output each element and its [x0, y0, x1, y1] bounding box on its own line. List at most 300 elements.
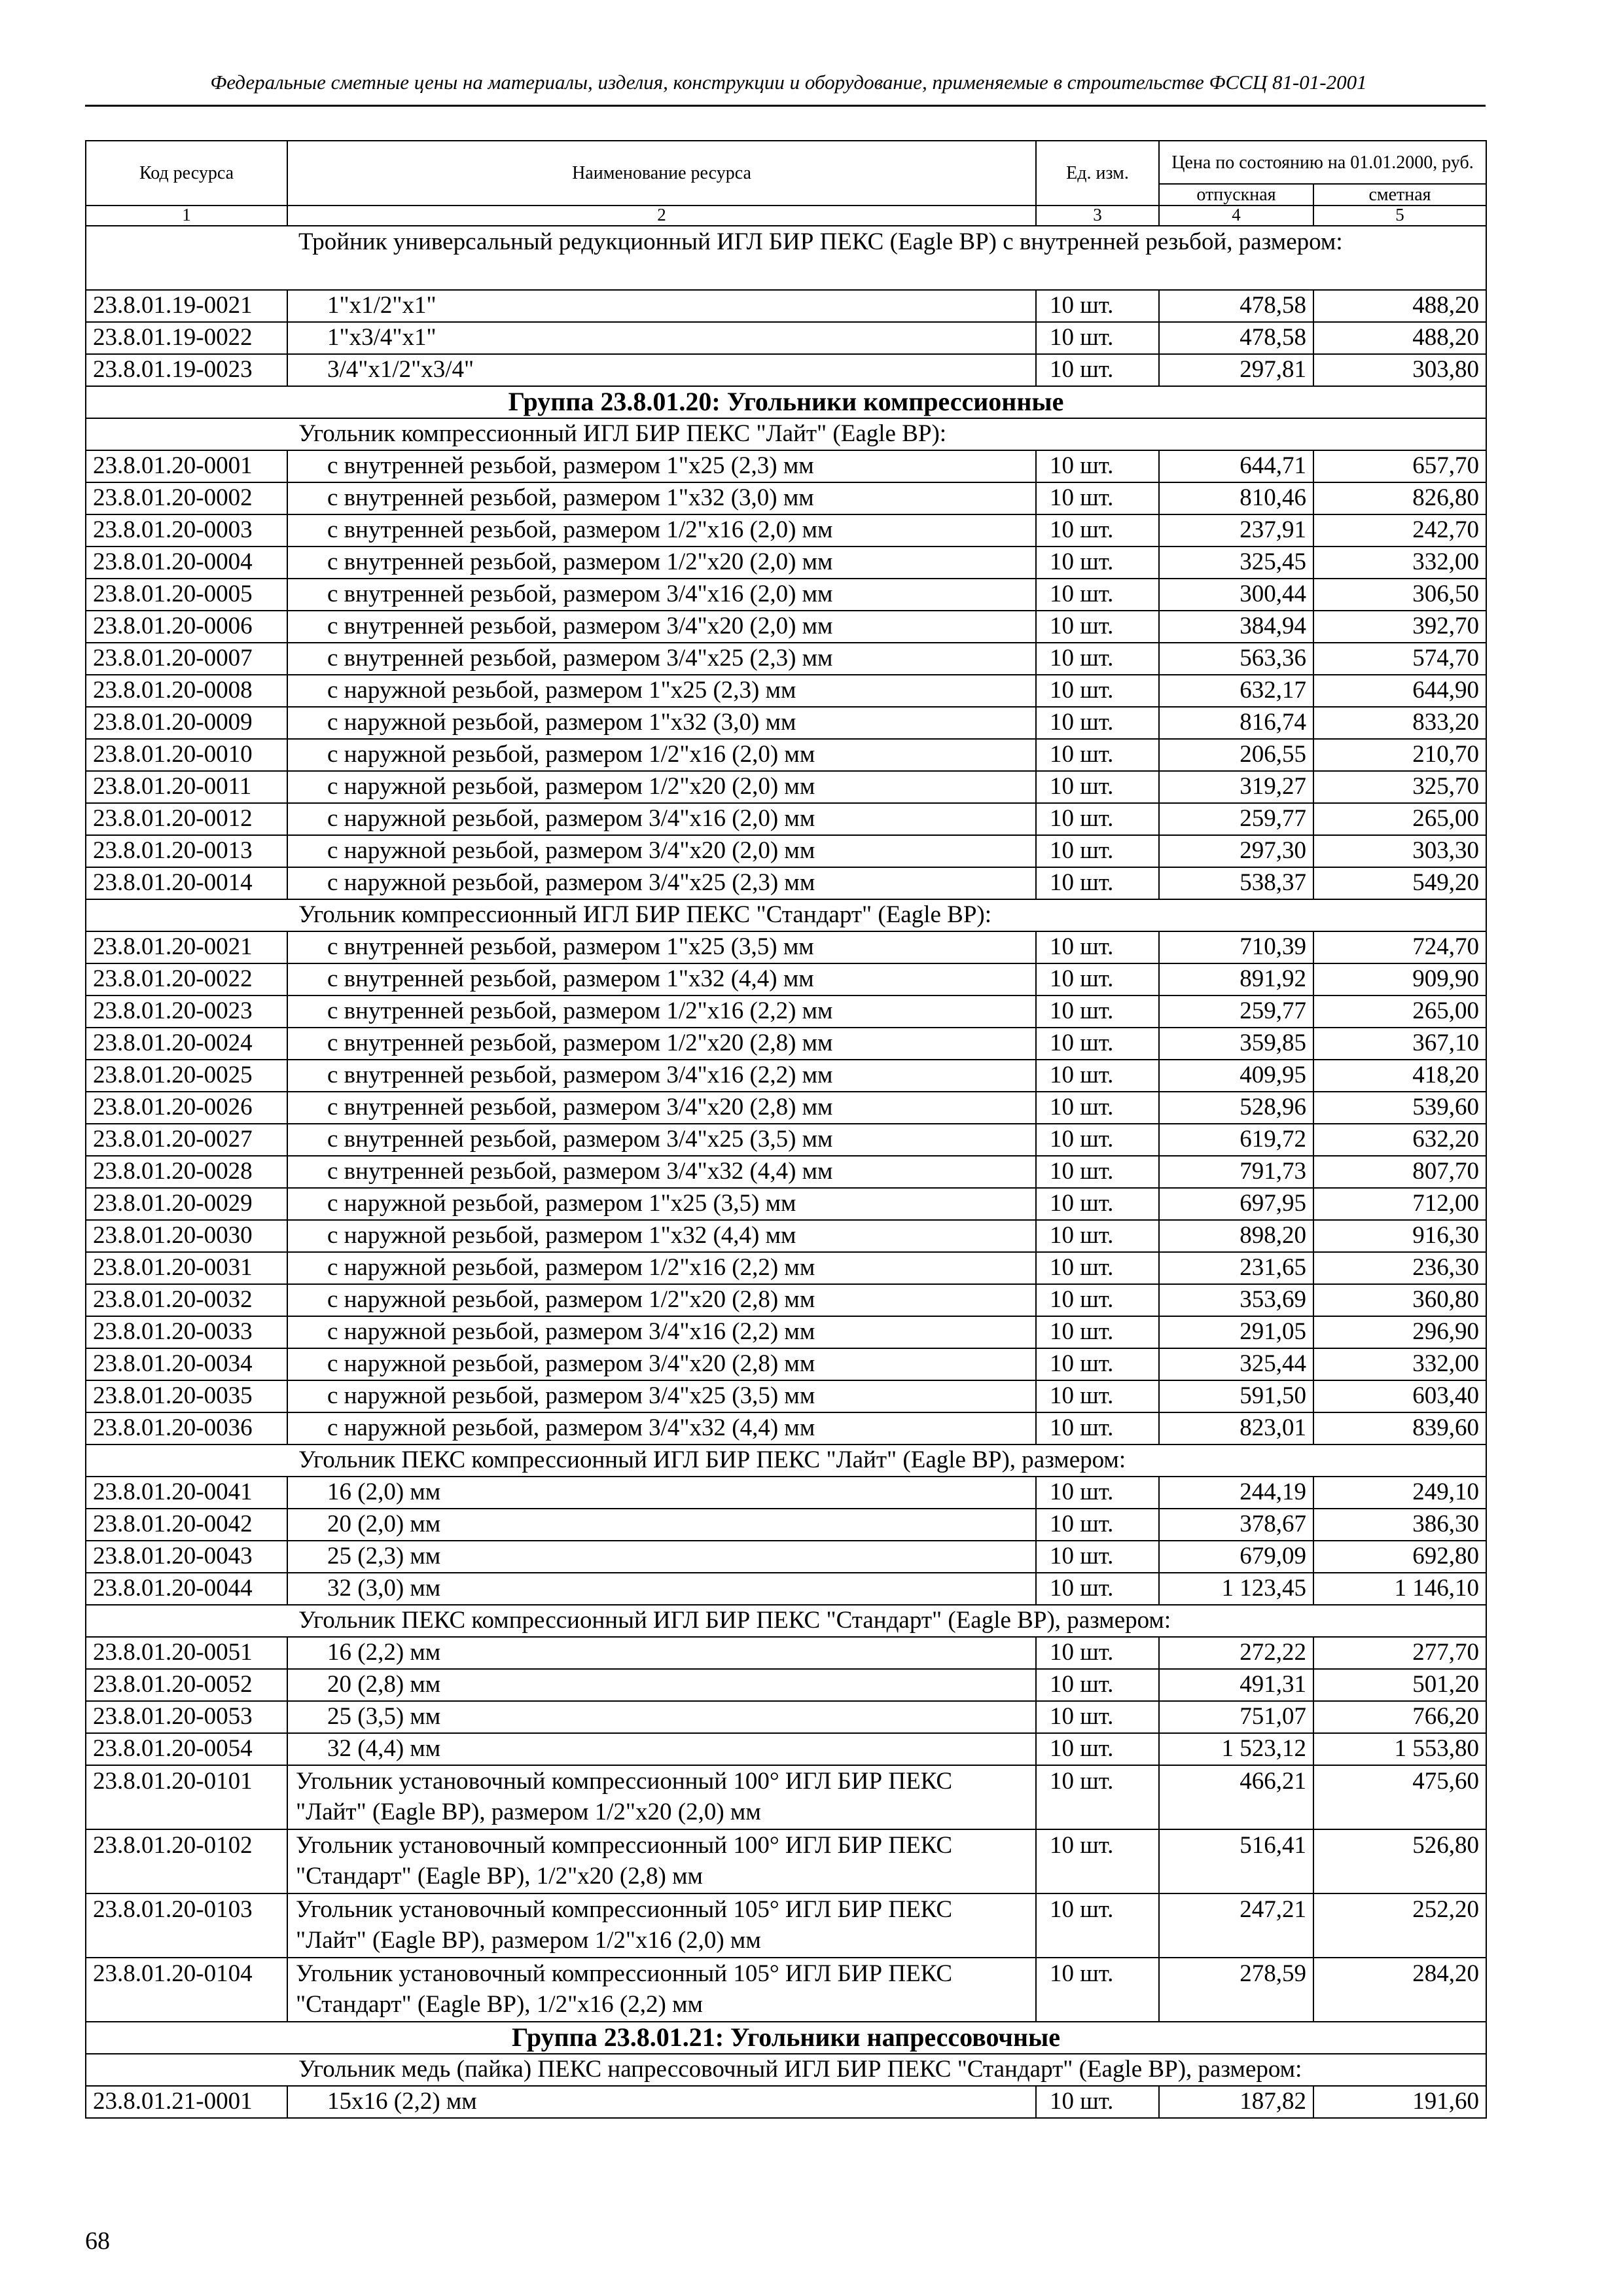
resource-code: 23.8.01.20-0014: [86, 867, 287, 899]
group-heading-row: [86, 2022, 1486, 2054]
resource-name: с внутренней резьбой, размером 1/2"x20 (2,0) мм: [287, 547, 1036, 579]
table-row: [86, 514, 1486, 547]
resource-name: с наружной резьбой, размером 3/4"x20 (2,8) мм: [287, 1348, 1036, 1380]
resource-name: с внутренней резьбой, размером 3/4"x20 (2,0) мм: [287, 611, 1036, 643]
unit-cell: 10 шт.: [1036, 771, 1159, 803]
subheading-text: Тройник универсальный редукционный ИГЛ БИР ПЕКС (Eagle BP) с внутренней резьбой, размером:: [86, 226, 1486, 290]
unit-cell: 10 шт.: [1036, 1541, 1159, 1573]
table-row: [86, 803, 1486, 835]
estimate-price: 475,60: [1313, 1765, 1486, 1829]
estimate-price: 574,70: [1313, 643, 1486, 675]
table-row: [86, 1733, 1486, 1765]
resource-name: с наружной резьбой, размером 1/2"x16 (2,0) мм: [287, 739, 1036, 771]
release-price: 259,77: [1159, 996, 1313, 1028]
table-row: [86, 835, 1486, 867]
table-row: [86, 1348, 1486, 1380]
unit-cell: 10 шт.: [1036, 1412, 1159, 1444]
estimate-price: 367,10: [1313, 1028, 1486, 1060]
resource-name: с внутренней резьбой, размером 1"x32 (3,0) мм: [287, 482, 1036, 514]
resource-code: 23.8.01.21-0001: [86, 2086, 287, 2118]
table-row: [86, 1412, 1486, 1444]
table-row: [86, 1765, 1486, 1829]
estimate-price: 284,20: [1313, 1958, 1486, 2022]
col-number: 2: [287, 206, 1036, 226]
release-price: 491,31: [1159, 1669, 1313, 1701]
resource-code: 23.8.01.20-0053: [86, 1701, 287, 1733]
resource-name: Угольник установочный компрессионный 100° ИГЛ БИР ПЕКС "Лайт" (Eagle BP), размером 1/2"x20 (2,0) мм: [287, 1765, 1036, 1829]
unit-cell: 10 шт.: [1036, 707, 1159, 739]
price-table: [85, 140, 1487, 2119]
resource-code: 23.8.01.20-0036: [86, 1412, 287, 1444]
estimate-price: 488,20: [1313, 322, 1486, 354]
resource-name: с внутренней резьбой, размером 3/4"x25 (2,3) мм: [287, 643, 1036, 675]
release-price: 478,58: [1159, 290, 1313, 322]
subheading-row: [86, 1444, 1486, 1477]
table-row: [86, 579, 1486, 611]
resource-code: 23.8.01.20-0030: [86, 1220, 287, 1252]
table-row: [86, 996, 1486, 1028]
unit-cell: 10 шт.: [1036, 1765, 1159, 1829]
resource-name: Угольник установочный компрессионный 105° ИГЛ БИР ПЕКС "Стандарт" (Eagle BP), 1/2"x16 (2,2) мм: [287, 1958, 1036, 2022]
subheading-text: Угольник ПЕКС компрессионный ИГЛ БИР ПЕКС "Лайт" (Eagle BP), размером:: [86, 1444, 1486, 1477]
table-row: [86, 1829, 1486, 1893]
table-row: [86, 1380, 1486, 1412]
resource-code: 23.8.01.19-0023: [86, 354, 287, 386]
table-row: [86, 1156, 1486, 1188]
resource-code: 23.8.01.20-0041: [86, 1477, 287, 1509]
resource-code: 23.8.01.20-0001: [86, 450, 287, 482]
resource-name: с наружной резьбой, размером 1"x25 (2,3) мм: [287, 675, 1036, 707]
estimate-price: 332,00: [1313, 1348, 1486, 1380]
release-price: 291,05: [1159, 1316, 1313, 1348]
estimate-price: 526,80: [1313, 1829, 1486, 1893]
unit-cell: 10 шт.: [1036, 963, 1159, 996]
unit-cell: 10 шт.: [1036, 739, 1159, 771]
unit-cell: 10 шт.: [1036, 2086, 1159, 2118]
unit-cell: 10 шт.: [1036, 835, 1159, 867]
release-price: 538,37: [1159, 867, 1313, 899]
resource-name: 20 (2,8) мм: [287, 1669, 1036, 1701]
unit-cell: 10 шт.: [1036, 1092, 1159, 1124]
table-row: [86, 547, 1486, 579]
resource-code: 23.8.01.20-0103: [86, 1893, 287, 1958]
estimate-price: 1 146,10: [1313, 1573, 1486, 1605]
resource-name: с наружной резьбой, размером 1"x25 (3,5) мм: [287, 1188, 1036, 1220]
resource-name: с внутренней резьбой, размером 1"x25 (3,5) мм: [287, 931, 1036, 963]
release-price: 516,41: [1159, 1829, 1313, 1893]
resource-name: с внутренней резьбой, размером 1/2"x20 (2,8) мм: [287, 1028, 1036, 1060]
group-heading-text: Группа 23.8.01.20: Угольники компрессионные: [86, 386, 1486, 418]
estimate-price: 839,60: [1313, 1412, 1486, 1444]
resource-code: 23.8.01.20-0022: [86, 963, 287, 996]
release-price: 300,44: [1159, 579, 1313, 611]
estimate-price: 644,90: [1313, 675, 1486, 707]
resource-name: с внутренней резьбой, размером 3/4"x32 (4,4) мм: [287, 1156, 1036, 1188]
unit-cell: 10 шт.: [1036, 996, 1159, 1028]
column-numbers-row: [86, 206, 1486, 226]
table-row: [86, 322, 1486, 354]
release-price: 810,46: [1159, 482, 1313, 514]
table-row: [86, 290, 1486, 322]
table-row: [86, 1958, 1486, 2022]
estimate-price: 392,70: [1313, 611, 1486, 643]
unit-cell: 10 шт.: [1036, 803, 1159, 835]
unit-cell: 10 шт.: [1036, 1060, 1159, 1092]
resource-code: 23.8.01.20-0011: [86, 771, 287, 803]
resource-name: с наружной резьбой, размером 3/4"x16 (2,0) мм: [287, 803, 1036, 835]
estimate-price: 692,80: [1313, 1541, 1486, 1573]
resource-code: 23.8.01.19-0022: [86, 322, 287, 354]
unit-cell: 10 шт.: [1036, 1156, 1159, 1188]
table-row: [86, 1509, 1486, 1541]
resource-name: с внутренней резьбой, размером 3/4"x20 (2,8) мм: [287, 1092, 1036, 1124]
resource-name: с внутренней резьбой, размером 3/4"x25 (3,5) мм: [287, 1124, 1036, 1156]
unit-cell: 10 шт.: [1036, 1733, 1159, 1765]
unit-cell: 10 шт.: [1036, 322, 1159, 354]
subheading-row: [86, 418, 1486, 450]
table-row: [86, 1573, 1486, 1605]
subheading-row: [86, 2054, 1486, 2086]
estimate-price: 325,70: [1313, 771, 1486, 803]
table-row: [86, 354, 1486, 386]
group-heading-row: [86, 386, 1486, 418]
table-row: [86, 2086, 1486, 2118]
resource-code: 23.8.01.20-0044: [86, 1573, 287, 1605]
unit-cell: 10 шт.: [1036, 290, 1159, 322]
resource-code: 23.8.01.20-0003: [86, 514, 287, 547]
estimate-price: 1 553,80: [1313, 1733, 1486, 1765]
estimate-price: 191,60: [1313, 2086, 1486, 2118]
table-row: [86, 1669, 1486, 1701]
page-header: Федеральные сметные цены на материалы, изделия, конструкции и оборудование, применяемые в строительстве ФССЦ 81-01-2001: [210, 71, 1367, 94]
resource-name: 32 (3,0) мм: [287, 1573, 1036, 1605]
estimate-price: 766,20: [1313, 1701, 1486, 1733]
subheading-row: [86, 899, 1486, 931]
estimate-price: 332,00: [1313, 547, 1486, 579]
release-price: 679,09: [1159, 1541, 1313, 1573]
resource-name: с наружной резьбой, размером 1/2"x20 (2,8) мм: [287, 1284, 1036, 1316]
unit-cell: 10 шт.: [1036, 1477, 1159, 1509]
unit-cell: 10 шт.: [1036, 1701, 1159, 1733]
table-row: [86, 1028, 1486, 1060]
resource-name: 3/4"x1/2"x3/4": [287, 354, 1036, 386]
resource-name: 1"x1/2"x1": [287, 290, 1036, 322]
unit-cell: 10 шт.: [1036, 1252, 1159, 1284]
resource-code: 23.8.01.20-0054: [86, 1733, 287, 1765]
group-heading-text: Группа 23.8.01.21: Угольники напрессовочные: [86, 2022, 1486, 2054]
estimate-price: 210,70: [1313, 739, 1486, 771]
unit-cell: 10 шт.: [1036, 1829, 1159, 1893]
estimate-price: 539,60: [1313, 1092, 1486, 1124]
release-price: 816,74: [1159, 707, 1313, 739]
release-price: 1 123,45: [1159, 1573, 1313, 1605]
unit-cell: 10 шт.: [1036, 482, 1159, 514]
resource-code: 23.8.01.20-0102: [86, 1829, 287, 1893]
release-price: 325,45: [1159, 547, 1313, 579]
table-row: [86, 1701, 1486, 1733]
unit-cell: 10 шт.: [1036, 1380, 1159, 1412]
resource-code: 23.8.01.20-0034: [86, 1348, 287, 1380]
release-price: 187,82: [1159, 2086, 1313, 2118]
resource-name: с наружной резьбой, размером 1/2"x20 (2,0) мм: [287, 771, 1036, 803]
release-price: 619,72: [1159, 1124, 1313, 1156]
estimate-price: 632,20: [1313, 1124, 1486, 1156]
resource-code: 23.8.01.20-0002: [86, 482, 287, 514]
release-price: 751,07: [1159, 1701, 1313, 1733]
estimate-price: 657,70: [1313, 450, 1486, 482]
resource-code: 23.8.01.20-0031: [86, 1252, 287, 1284]
estimate-price: 252,20: [1313, 1893, 1486, 1958]
col-release-header: отпускная: [1159, 184, 1313, 206]
subheading-text: Угольник компрессионный ИГЛ БИР ПЕКС "Стандарт" (Eagle BP):: [86, 899, 1486, 931]
estimate-price: 549,20: [1313, 867, 1486, 899]
release-price: 632,17: [1159, 675, 1313, 707]
release-price: 297,81: [1159, 354, 1313, 386]
col-number: 5: [1313, 206, 1486, 226]
unit-cell: 10 шт.: [1036, 1284, 1159, 1316]
unit-cell: 10 шт.: [1036, 579, 1159, 611]
table-row: [86, 1477, 1486, 1509]
estimate-price: 833,20: [1313, 707, 1486, 739]
estimate-price: 807,70: [1313, 1156, 1486, 1188]
resource-name: с наружной резьбой, размером 3/4"x32 (4,4) мм: [287, 1412, 1036, 1444]
resource-name: с внутренней резьбой, размером 1"x32 (4,4) мм: [287, 963, 1036, 996]
unit-cell: 10 шт.: [1036, 675, 1159, 707]
resource-code: 23.8.01.20-0023: [86, 996, 287, 1028]
table-row: [86, 1060, 1486, 1092]
release-price: 466,21: [1159, 1765, 1313, 1829]
unit-cell: 10 шт.: [1036, 1220, 1159, 1252]
estimate-price: 909,90: [1313, 963, 1486, 996]
resource-name: с внутренней резьбой, размером 1/2"x16 (2,2) мм: [287, 996, 1036, 1028]
table-row: [86, 1893, 1486, 1958]
resource-name: 32 (4,4) мм: [287, 1733, 1036, 1765]
resource-code: 23.8.01.20-0024: [86, 1028, 287, 1060]
release-price: 247,21: [1159, 1893, 1313, 1958]
release-price: 353,69: [1159, 1284, 1313, 1316]
table-row: [86, 771, 1486, 803]
release-price: 237,91: [1159, 514, 1313, 547]
col-code-header: Код ресурса: [86, 141, 287, 206]
table-row: [86, 643, 1486, 675]
estimate-price: 501,20: [1313, 1669, 1486, 1701]
col-estimate-header: сметная: [1313, 184, 1486, 206]
release-price: 697,95: [1159, 1188, 1313, 1220]
unit-cell: 10 шт.: [1036, 1028, 1159, 1060]
table-row: [86, 1252, 1486, 1284]
resource-code: 23.8.01.20-0006: [86, 611, 287, 643]
resource-code: 23.8.01.20-0033: [86, 1316, 287, 1348]
resource-name: с внутренней резьбой, размером 1"x25 (2,3) мм: [287, 450, 1036, 482]
resource-name: с наружной резьбой, размером 3/4"x16 (2,2) мм: [287, 1316, 1036, 1348]
table-row: [86, 739, 1486, 771]
resource-name: с внутренней резьбой, размером 3/4"x16 (2,0) мм: [287, 579, 1036, 611]
resource-code: 23.8.01.19-0021: [86, 290, 287, 322]
unit-cell: 10 шт.: [1036, 354, 1159, 386]
estimate-price: 603,40: [1313, 1380, 1486, 1412]
table-row: [86, 1316, 1486, 1348]
table-row: [86, 675, 1486, 707]
release-price: 278,59: [1159, 1958, 1313, 2022]
table-row: [86, 611, 1486, 643]
table-row: [86, 931, 1486, 963]
release-price: 384,94: [1159, 611, 1313, 643]
estimate-price: 265,00: [1313, 803, 1486, 835]
estimate-price: 303,80: [1313, 354, 1486, 386]
resource-code: 23.8.01.20-0025: [86, 1060, 287, 1092]
table-row: [86, 1637, 1486, 1669]
header-divider: [85, 105, 1486, 107]
unit-cell: 10 шт.: [1036, 1124, 1159, 1156]
unit-cell: 10 шт.: [1036, 1316, 1159, 1348]
subheading-text: Угольник медь (пайка) ПЕКС напрессовочный ИГЛ БИР ПЕКС "Стандарт" (Eagle BP), размером:: [86, 2054, 1486, 2086]
release-price: 891,92: [1159, 963, 1313, 996]
unit-cell: 10 шт.: [1036, 1669, 1159, 1701]
resource-name: 20 (2,0) мм: [287, 1509, 1036, 1541]
unit-cell: 10 шт.: [1036, 547, 1159, 579]
release-price: 297,30: [1159, 835, 1313, 867]
resource-code: 23.8.01.20-0007: [86, 643, 287, 675]
unit-cell: 10 шт.: [1036, 514, 1159, 547]
release-price: 644,71: [1159, 450, 1313, 482]
table-row: [86, 482, 1486, 514]
unit-cell: 10 шт.: [1036, 1348, 1159, 1380]
release-price: 325,44: [1159, 1348, 1313, 1380]
page-number: 68: [85, 2227, 110, 2255]
estimate-price: 296,90: [1313, 1316, 1486, 1348]
release-price: 563,36: [1159, 643, 1313, 675]
resource-code: 23.8.01.20-0005: [86, 579, 287, 611]
resource-name: 15x16 (2,2) мм: [287, 2086, 1036, 2118]
subheading-row: [86, 1605, 1486, 1637]
col-unit-header: Ед. изм.: [1036, 141, 1159, 206]
resource-name: 25 (2,3) мм: [287, 1541, 1036, 1573]
resource-name: с наружной резьбой, размером 1"x32 (4,4) мм: [287, 1220, 1036, 1252]
resource-code: 23.8.01.20-0026: [86, 1092, 287, 1124]
release-price: 528,96: [1159, 1092, 1313, 1124]
table-row: [86, 1188, 1486, 1220]
resource-name: с наружной резьбой, размером 3/4"x25 (2,3) мм: [287, 867, 1036, 899]
release-price: 272,22: [1159, 1637, 1313, 1669]
col-name-header: Наименование ресурса: [287, 141, 1036, 206]
resource-name: с наружной резьбой, размером 1/2"x16 (2,2) мм: [287, 1252, 1036, 1284]
estimate-price: 418,20: [1313, 1060, 1486, 1092]
resource-code: 23.8.01.20-0028: [86, 1156, 287, 1188]
resource-name: 25 (3,5) мм: [287, 1701, 1036, 1733]
resource-code: 23.8.01.20-0010: [86, 739, 287, 771]
resource-code: 23.8.01.20-0009: [86, 707, 287, 739]
estimate-price: 724,70: [1313, 931, 1486, 963]
estimate-price: 242,70: [1313, 514, 1486, 547]
resource-code: 23.8.01.20-0004: [86, 547, 287, 579]
estimate-price: 712,00: [1313, 1188, 1486, 1220]
resource-name: с наружной резьбой, размером 3/4"x25 (3,5) мм: [287, 1380, 1036, 1412]
release-price: 898,20: [1159, 1220, 1313, 1252]
resource-code: 23.8.01.20-0027: [86, 1124, 287, 1156]
estimate-price: 265,00: [1313, 996, 1486, 1028]
col-number: 3: [1036, 206, 1159, 226]
release-price: 409,95: [1159, 1060, 1313, 1092]
unit-cell: 10 шт.: [1036, 1509, 1159, 1541]
resource-code: 23.8.01.20-0013: [86, 835, 287, 867]
release-price: 378,67: [1159, 1509, 1313, 1541]
table-row: [86, 450, 1486, 482]
resource-name: с внутренней резьбой, размером 1/2"x16 (2,0) мм: [287, 514, 1036, 547]
resource-code: 23.8.01.20-0035: [86, 1380, 287, 1412]
unit-cell: 10 шт.: [1036, 1893, 1159, 1958]
resource-name: 1"x3/4"x1": [287, 322, 1036, 354]
resource-name: с наружной резьбой, размером 1"x32 (3,0) мм: [287, 707, 1036, 739]
subheading-text: Угольник ПЕКС компрессионный ИГЛ БИР ПЕКС "Стандарт" (Eagle BP), размером:: [86, 1605, 1486, 1637]
release-price: 791,73: [1159, 1156, 1313, 1188]
resource-name: с внутренней резьбой, размером 3/4"x16 (2,2) мм: [287, 1060, 1036, 1092]
table-row: [86, 1541, 1486, 1573]
estimate-price: 303,30: [1313, 835, 1486, 867]
unit-cell: 10 шт.: [1036, 611, 1159, 643]
table-row: [86, 963, 1486, 996]
table-row: [86, 867, 1486, 899]
unit-cell: 10 шт.: [1036, 450, 1159, 482]
unit-cell: 10 шт.: [1036, 867, 1159, 899]
release-price: 710,39: [1159, 931, 1313, 963]
release-price: 259,77: [1159, 803, 1313, 835]
table-row: [86, 1092, 1486, 1124]
resource-code: 23.8.01.20-0008: [86, 675, 287, 707]
col-number: 1: [86, 206, 287, 226]
release-price: 823,01: [1159, 1412, 1313, 1444]
unit-cell: 10 шт.: [1036, 1637, 1159, 1669]
estimate-price: 306,50: [1313, 579, 1486, 611]
release-price: 1 523,12: [1159, 1733, 1313, 1765]
estimate-price: 386,30: [1313, 1509, 1486, 1541]
resource-name: 16 (2,0) мм: [287, 1477, 1036, 1509]
estimate-price: 236,30: [1313, 1252, 1486, 1284]
release-price: 359,85: [1159, 1028, 1313, 1060]
release-price: 319,27: [1159, 771, 1313, 803]
resource-code: 23.8.01.20-0012: [86, 803, 287, 835]
resource-code: 23.8.01.20-0042: [86, 1509, 287, 1541]
resource-name: Угольник установочный компрессионный 100° ИГЛ БИР ПЕКС "Стандарт" (Eagle BP), 1/2"x20 (2,8) мм: [287, 1829, 1036, 1893]
resource-code: 23.8.01.20-0051: [86, 1637, 287, 1669]
resource-code: 23.8.01.20-0029: [86, 1188, 287, 1220]
unit-cell: 10 шт.: [1036, 1573, 1159, 1605]
col-number: 4: [1159, 206, 1313, 226]
estimate-price: 826,80: [1313, 482, 1486, 514]
resource-code: 23.8.01.20-0043: [86, 1541, 287, 1573]
subheading-row: [86, 226, 1486, 290]
table-row: [86, 1124, 1486, 1156]
estimate-price: 277,70: [1313, 1637, 1486, 1669]
resource-code: 23.8.01.20-0104: [86, 1958, 287, 2022]
resource-code: 23.8.01.20-0021: [86, 931, 287, 963]
estimate-price: 249,10: [1313, 1477, 1486, 1509]
table-row: [86, 707, 1486, 739]
resource-name: 16 (2,2) мм: [287, 1637, 1036, 1669]
table-header: [86, 141, 1486, 226]
estimate-price: 916,30: [1313, 1220, 1486, 1252]
resource-code: 23.8.01.20-0052: [86, 1669, 287, 1701]
release-price: 591,50: [1159, 1380, 1313, 1412]
release-price: 244,19: [1159, 1477, 1313, 1509]
release-price: 478,58: [1159, 322, 1313, 354]
table-row: [86, 1284, 1486, 1316]
col-price-header: Цена по состоянию на 01.01.2000, руб.: [1159, 141, 1486, 184]
unit-cell: 10 шт.: [1036, 931, 1159, 963]
resource-code: 23.8.01.20-0101: [86, 1765, 287, 1829]
resource-name: с наружной резьбой, размером 3/4"x20 (2,0) мм: [287, 835, 1036, 867]
unit-cell: 10 шт.: [1036, 1188, 1159, 1220]
release-price: 206,55: [1159, 739, 1313, 771]
